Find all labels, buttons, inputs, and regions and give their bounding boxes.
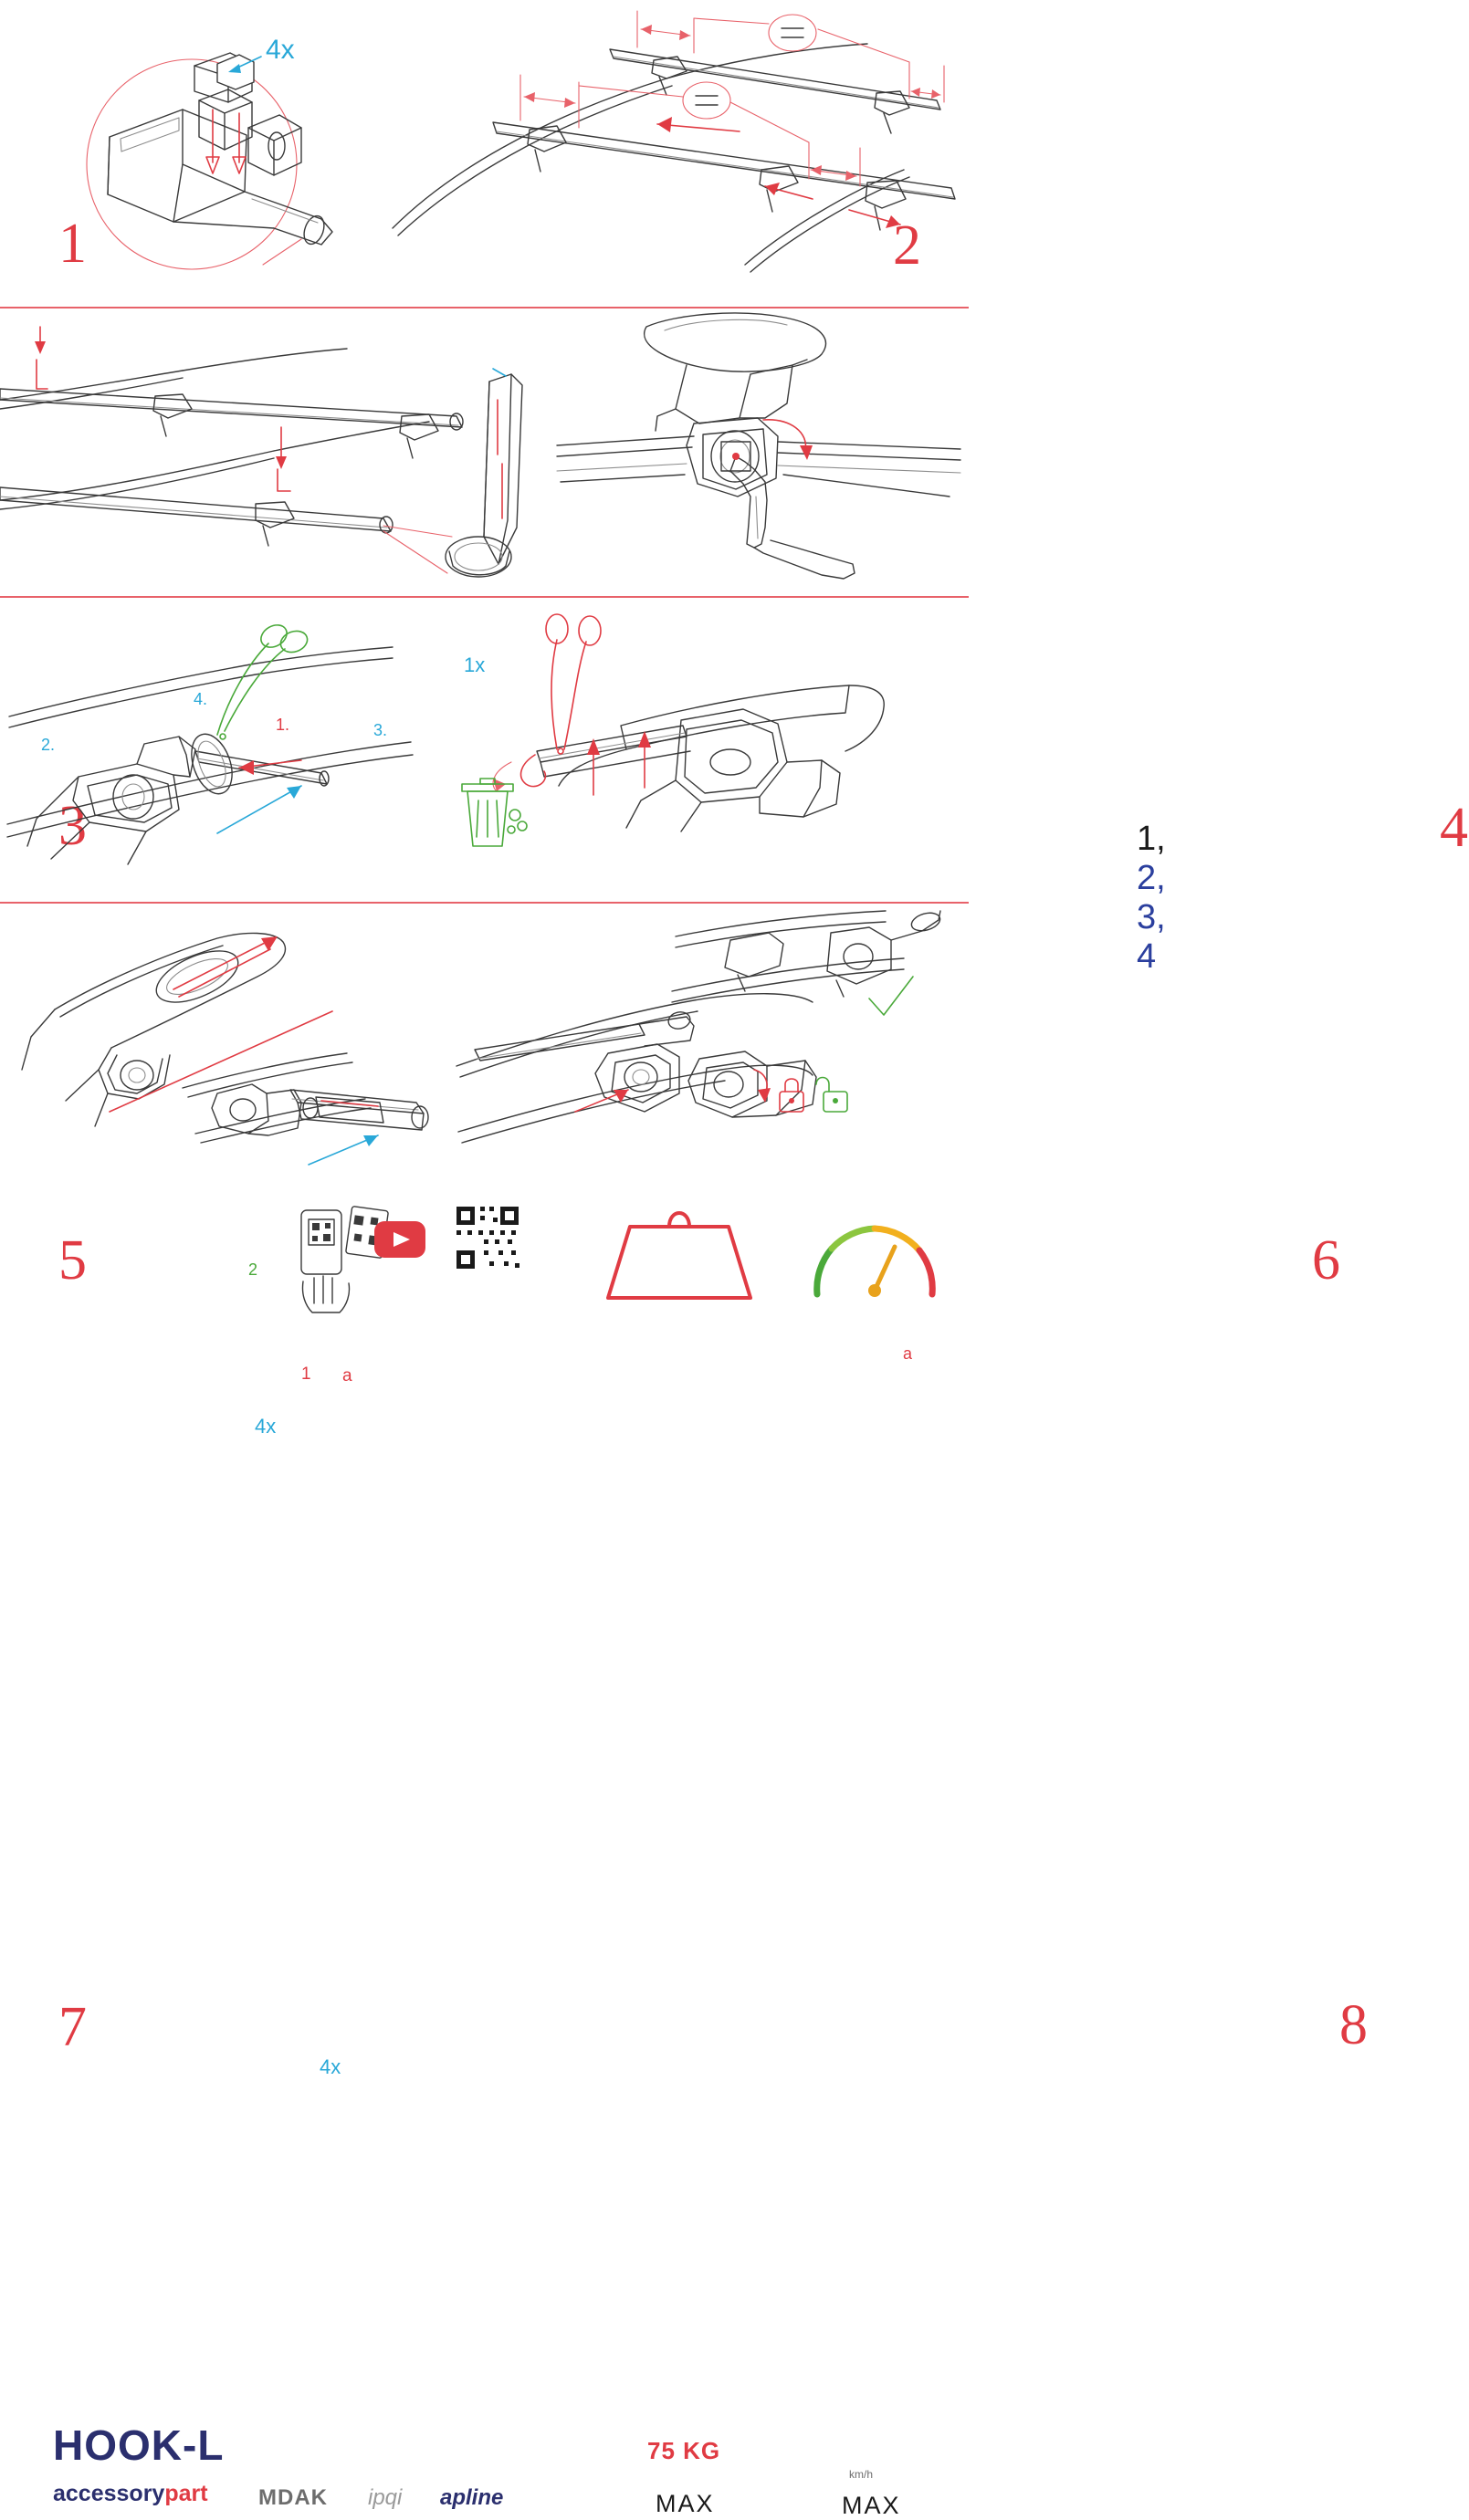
- step-5-panel: [0, 598, 429, 1438]
- step-5-label-a: a: [342, 1366, 352, 1385]
- footer-graphics: [0, 1187, 969, 1369]
- step-8-illustration: [447, 904, 969, 1187]
- step-5-label-1: 1: [301, 1365, 311, 1384]
- youtube-icon: [374, 1221, 425, 1258]
- step-3-label-1: 1.: [276, 716, 290, 734]
- qr-code-icon: [455, 1205, 520, 1270]
- seq-2: 2,: [1137, 859, 1166, 897]
- seq-4: 4: [1137, 937, 1157, 976]
- step-3-label-2: 2.: [41, 736, 56, 754]
- step-4-number: 4: [1440, 797, 1469, 859]
- step-6-number: 6: [1312, 1229, 1341, 1291]
- speedometer-icon: [817, 1229, 933, 1297]
- step-4-sequence: [1137, 820, 1166, 977]
- step-3-count-label: 1x: [464, 654, 486, 676]
- step-1-count-label: 4x: [266, 35, 295, 65]
- brand-ipqi: ipqi: [368, 2485, 403, 2510]
- step-3-label-3: 3.: [373, 721, 388, 739]
- step-5-illustration: [0, 598, 429, 902]
- brand-mdak: MDAK: [258, 2485, 328, 2510]
- brand-accessory: accessory: [53, 2481, 165, 2506]
- step-3-illustration: [0, 308, 566, 596]
- max-load-caption: MAX: [656, 2490, 715, 2517]
- step-3-number: 3: [58, 795, 88, 857]
- seq-3: 3,: [1137, 898, 1166, 936]
- step-3-label-4: 4.: [194, 690, 208, 708]
- step-2-panel: [393, 0, 969, 307]
- step-8-panel: [447, 904, 1369, 2056]
- weight-icon: [608, 1213, 750, 1298]
- step-6-illustration: [420, 598, 969, 902]
- step-4-illustration: [548, 308, 969, 596]
- max-load-value: 75 KG: [647, 2437, 721, 2464]
- brand-part: part: [164, 2481, 208, 2506]
- brand-apline: apline: [440, 2485, 504, 2510]
- step-6-panel: [420, 598, 1341, 1363]
- step-6-label-a: a: [903, 1344, 913, 1363]
- step-3-panel: [0, 308, 566, 857]
- step-2-number: 2: [893, 214, 922, 277]
- speed-unit-label: km/h: [849, 2468, 874, 2481]
- step-2-illustration: [393, 0, 969, 307]
- step-7-illustration: [0, 904, 456, 1187]
- brand-tagline: [53, 2481, 208, 2507]
- step-1-number: 1: [58, 213, 88, 275]
- seq-1: 1,: [1137, 820, 1166, 858]
- step-5-count-label: 4x: [255, 1415, 277, 1438]
- step-7-count-label: 4x: [320, 2055, 341, 2078]
- max-speed-caption: MAX: [842, 2492, 901, 2519]
- step-7-number: 7: [58, 1996, 88, 2058]
- step-8-number: 8: [1339, 1994, 1369, 2056]
- phone-qr-scan-icon: [301, 1206, 388, 1312]
- product-name: HOOK-L: [53, 2421, 225, 2469]
- step-7-panel: [0, 904, 456, 2078]
- step-4-panel: [548, 308, 1469, 976]
- step-5-number: 5: [58, 1229, 88, 1291]
- step-5-label-2: 2: [248, 1260, 258, 1279]
